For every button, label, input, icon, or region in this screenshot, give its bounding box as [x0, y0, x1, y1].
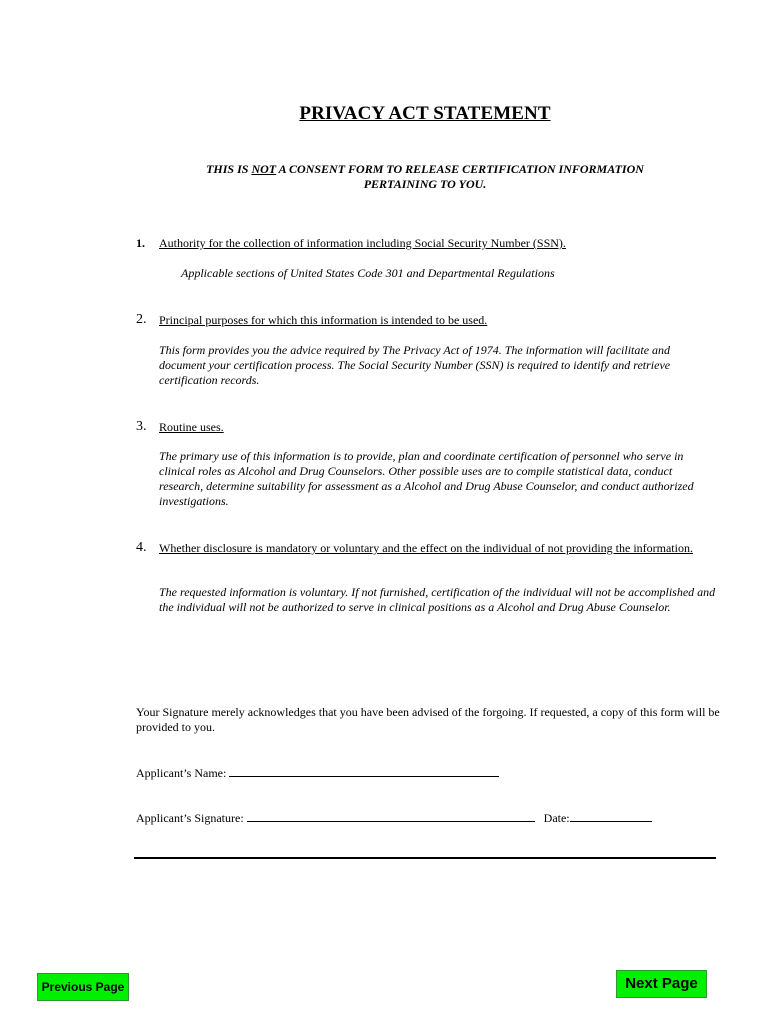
- applicant-signature-row: [136, 809, 721, 826]
- section-4-body: The requested information is voluntary. If not furnished, certification of the individual will not be accomplished and the individual will not be authorized to serve in clinical positions as a Alcohol and Drug Abuse Counselor.: [159, 585, 716, 614]
- previous-page-button[interactable]: Previous Page: [37, 973, 129, 1001]
- applicant-signature-field[interactable]: [247, 809, 535, 822]
- section-2-heading: Principal purposes for which this information is intended to be used.: [159, 313, 488, 327]
- applicant-signature-label: Applicant’s Signature:: [136, 811, 244, 825]
- subtitle-post: A CONSENT FORM TO RELEASE CERTIFICATION INFORMATION PERTAINING TO YOU.: [276, 162, 644, 191]
- page-subtitle: [175, 162, 675, 192]
- section-3-body: The primary use of this information is to provide, plan and coordinate certification of personnel who serve in clinical roles as Alcohol and Drug Counselors. Other possible uses are to compile statistical data, conduct research, determine suitability for assessment as a Alcohol and Drug Abuse Counselor, and conduct authorized investigations.: [159, 449, 694, 508]
- subtitle-pre: THIS IS: [206, 162, 252, 176]
- bottom-rule: [134, 857, 716, 859]
- section-4-number: 4.: [136, 540, 147, 555]
- applicant-name-label: Applicant’s Name:: [136, 766, 227, 780]
- section-3-heading: Routine uses.: [159, 420, 224, 434]
- section-3-number: 3.: [136, 419, 147, 434]
- section-1-number: 1.: [136, 236, 145, 250]
- subtitle-not: NOT: [251, 162, 277, 176]
- section-2-number: 2.: [136, 312, 147, 327]
- acknowledgement-text: Your Signature merely acknowledges that you have been advised of the forgoing. If requested, a copy of this form will be provided to you.: [136, 705, 720, 734]
- applicant-name-row: [136, 764, 721, 781]
- date-field[interactable]: [570, 809, 652, 822]
- page-title: PRIVACY ACT STATEMENT: [299, 103, 551, 124]
- section-1-body: Applicable sections of United States Code 301 and Departmental Regulations: [181, 266, 555, 280]
- section-4-heading: Whether disclosure is mandatory or voluntary and the effect on the individual of not providing the information.: [159, 541, 693, 555]
- section-2-body: This form provides you the advice required by The Privacy Act of 1974. The information will facilitate and document your certification process. The Social Security Number (SSN) is required to identify and retrieve certification records.: [159, 343, 671, 387]
- section-1-heading: Authority for the collection of information including Social Security Number (SSN).: [159, 236, 566, 250]
- next-page-button[interactable]: Next Page: [616, 970, 707, 998]
- applicant-name-field[interactable]: [229, 764, 499, 777]
- date-label: Date:: [543, 811, 570, 825]
